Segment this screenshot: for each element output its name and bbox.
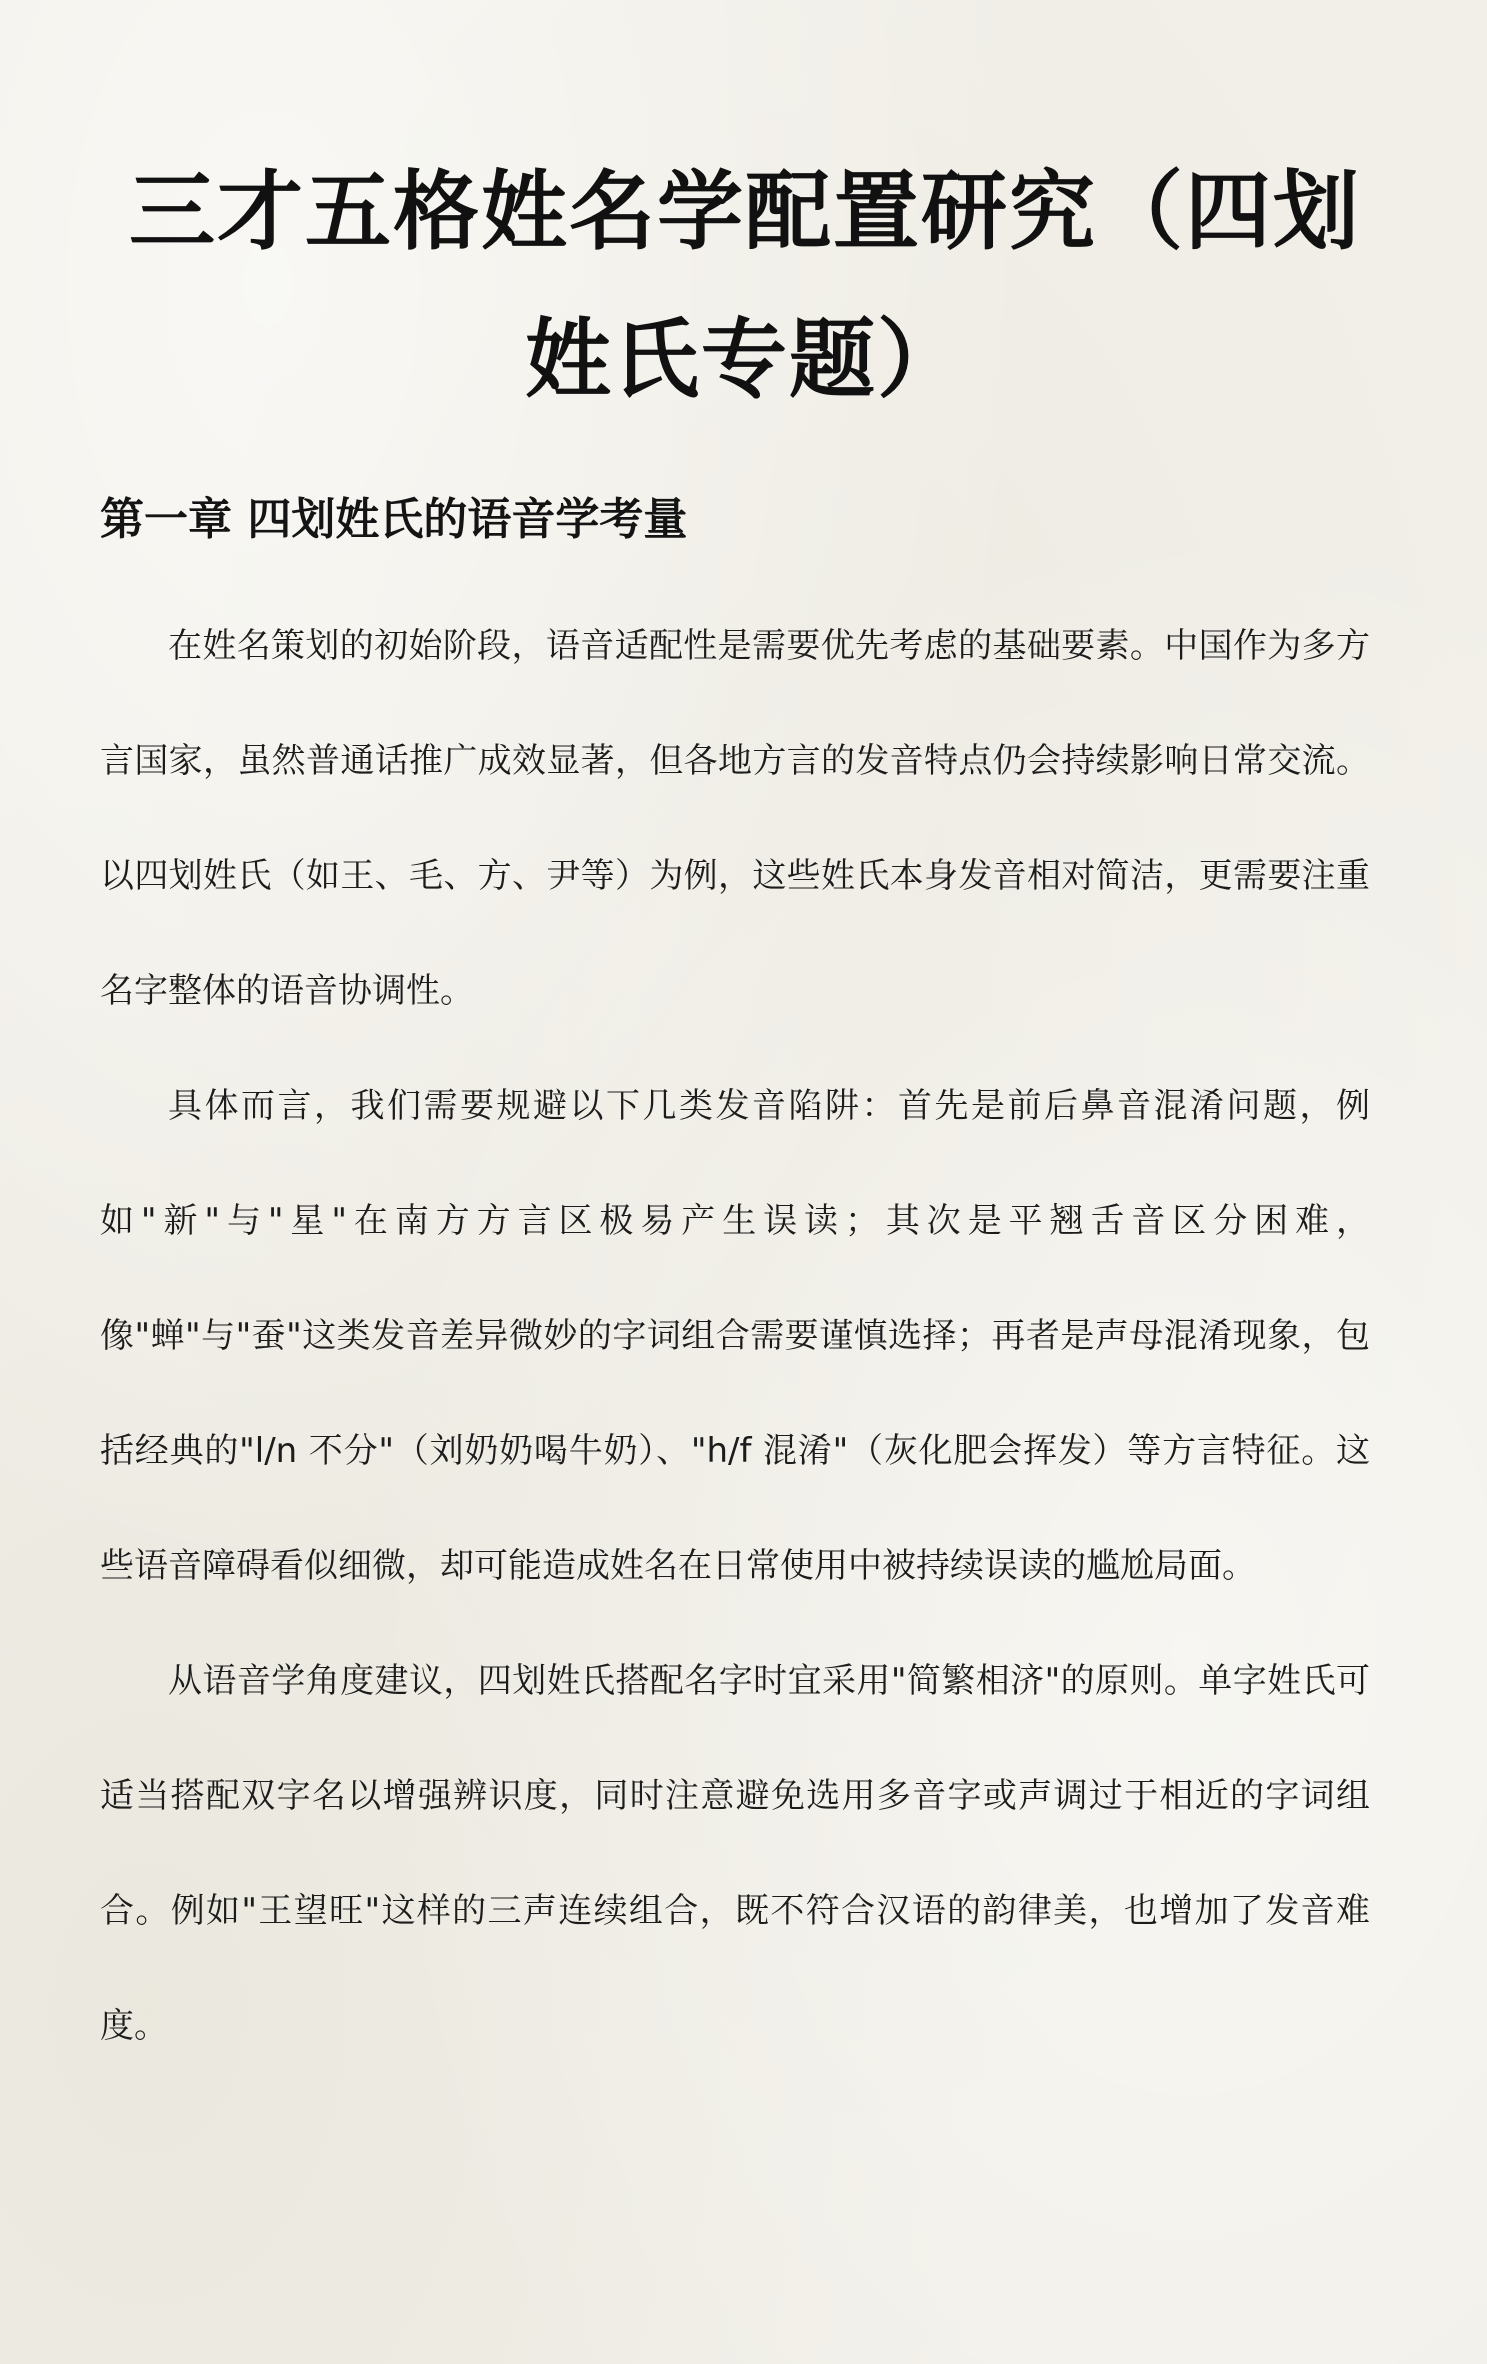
body-text bbox=[100, 589, 1370, 2084]
paragraph: 具体而言，我们需要规避以下几类发音陷阱：首先是前后鼻音混淆问题，例如"新"与"星"在南方方言区极易产生误读；其次是平翘舌音区分困难，像"蝉"与"蚕"这类发音差异微妙的字词组合需要谨慎选择；再者是声母混淆现象，包括经典的"l/n 不分"（刘奶奶喝牛奶）、"h/f 混淆"（灰化肥会挥发）等方言特征。这些语音障碍看似细微，却可能造成姓名在日常使用中被持续误读的尴尬局面。 bbox=[100, 1086, 1370, 1586]
paragraph: 在姓名策划的初始阶段，语音适配性是需要优先考虑的基础要素。中国作为多方言国家，虽然普通话推广成效显著，但各地方言的发音特点仍会持续影响日常交流。以四划姓氏（如王、毛、方、尹等）为例，这些姓氏本身发音相对简洁，更需要注重名字整体的语音协调性。 bbox=[100, 626, 1370, 1011]
paragraph: 从语音学角度建议，四划姓氏搭配名字时宜采用"简繁相济"的原则。单字姓氏可适当搭配双字名以增强辨识度，同时注意避免选用多音字或声调过于相近的字词组合。例如"王望旺"这样的三声连续组合，既不符合汉语的韵律美，也增加了发音难度。 bbox=[100, 1661, 1370, 2046]
chapter-heading: 第一章 四划姓氏的语音学考量 bbox=[100, 494, 688, 545]
page-title: 三才五格姓名学配置研究（四划姓氏专题） bbox=[129, 162, 1361, 410]
